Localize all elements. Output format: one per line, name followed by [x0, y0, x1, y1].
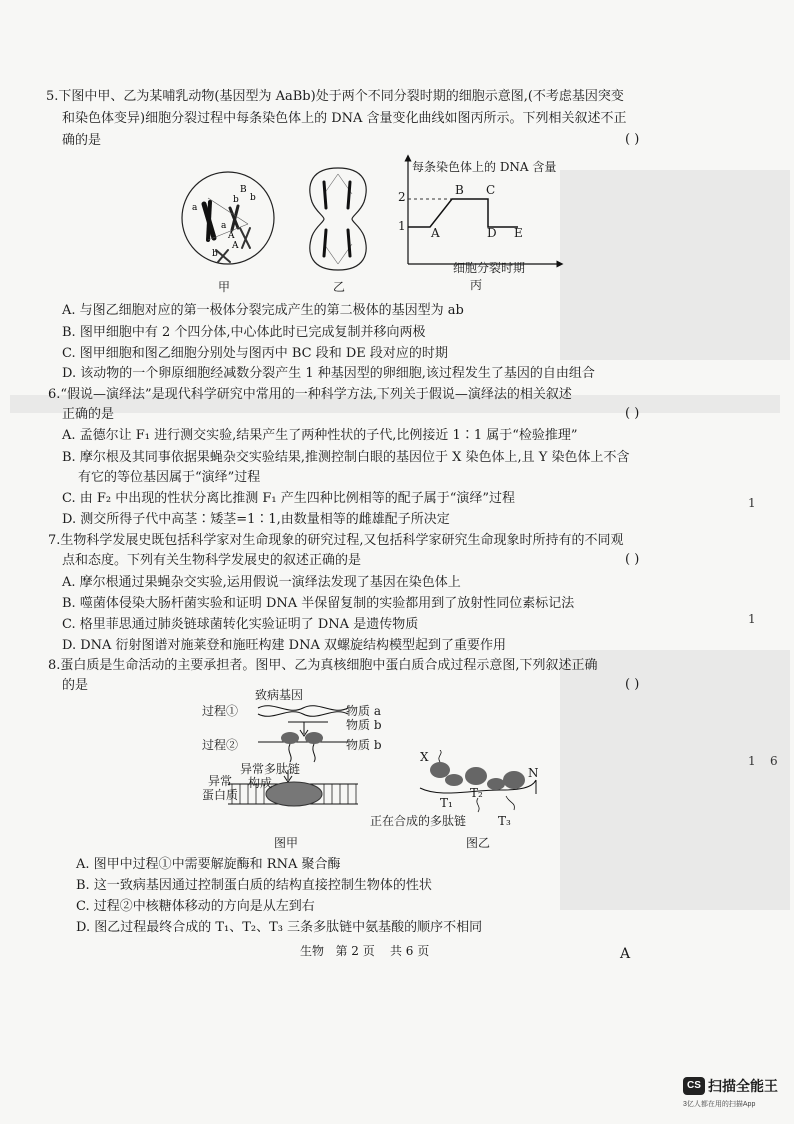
- q8-option-d: D. 图乙过程最终合成的 T₁、T₂、T₃ 三条多肽链中氨基酸的顺序不相同: [76, 920, 483, 935]
- scanner-app-name: 扫描全能王: [708, 1077, 778, 1094]
- q5-option-c: C. 图甲细胞和图乙细胞分别处与图丙中 BC 段和 DE 段对应的时期: [62, 346, 448, 361]
- fig-label-process2: 过程②: [202, 738, 239, 752]
- q5-option-d: D. 该动物的一个卵原细胞经减数分裂产生 1 种基因型的卵细胞,该过程发生了基因的自由组合: [62, 366, 595, 381]
- side-mark: 1: [748, 612, 756, 626]
- chart-ytick-1: 1: [398, 219, 406, 233]
- scanner-logo-icon: CS: [683, 1077, 705, 1095]
- fig-label-substance-b1: 物质 b: [346, 718, 382, 732]
- fig-label-abnormal: 异常: [208, 774, 233, 788]
- chart-xlabel: 细胞分裂时期: [453, 261, 526, 275]
- svg-text:b: b: [233, 195, 239, 205]
- cell-figure-jia: [178, 168, 278, 276]
- q7-answer-paren: ( ): [625, 552, 640, 567]
- page-footer: 生物 第 2 页 共 6 页: [300, 944, 430, 958]
- chart-ytick-2: 2: [398, 190, 406, 204]
- fig-label-substance-b2: 物质 b: [346, 738, 382, 752]
- q8-stem-line2: 的是: [62, 678, 89, 693]
- svg-text:A: A: [232, 241, 239, 251]
- q8-option-b: B. 这一致病基因通过控制蛋白质的结构直接控制生物体的性状: [76, 878, 432, 893]
- q5-option-b: B. 图甲细胞中有 2 个四分体,中心体此时已完成复制并移向两极: [62, 325, 426, 340]
- q6-option-b-line2: 有它的等位基因属于“演绎”过程: [78, 470, 261, 485]
- side-mark: 1: [748, 496, 756, 510]
- q6-stem-line2: 正确的是: [62, 407, 115, 422]
- side-mark: 6: [770, 754, 778, 768]
- svg-text:b: b: [250, 193, 256, 203]
- fig-label-bing: 丙: [470, 278, 483, 292]
- fig-label-gene: 致病基因: [255, 688, 304, 702]
- q8-option-a: A. 图甲中过程①中需要解旋酶和 RNA 聚合酶: [76, 857, 341, 872]
- footer-version-mark: A: [620, 946, 631, 962]
- fig-label-jia: 甲: [218, 280, 231, 294]
- q5-option-a: A. 与图乙细胞对应的第一极体分裂完成产生的第二极体的基因型为 ab: [62, 303, 464, 318]
- q6-answer-paren: ( ): [625, 406, 640, 421]
- chart-point-c: C: [486, 183, 496, 197]
- fig-label-synthesizing-peptide: 正在合成的多肽链: [370, 814, 467, 828]
- fig-label-abnormal-peptide: 异常多肽链: [240, 762, 301, 776]
- q7-option-a: A. 摩尔根通过果蝇杂交实验,运用假说一演绎法发现了基因在染色体上: [62, 575, 461, 590]
- cell-figure-yi: [302, 164, 374, 274]
- fig-label-yi: 乙: [333, 280, 346, 294]
- svg-text:B: B: [240, 185, 247, 195]
- q6-option-c: C. 由 F₂ 中出现的性状分离比推测 F₁ 产生四种比例相等的配子属于“演绎”过程: [62, 491, 516, 506]
- q7-option-d: D. DNA 衍射图谱对施莱登和施旺构建 DNA 双螺旋结构模型起到了重要作用: [62, 638, 506, 653]
- scanner-slogan: 3亿人都在用的扫描App: [683, 1101, 756, 1108]
- q8-answer-paren: ( ): [625, 677, 640, 692]
- q7-stem-line1: 7.生物科学发展史既包括科学家对生命现象的研究过程,又包括科学家研究生命现象时所持有的不同观: [48, 533, 624, 548]
- chart-point-d: D: [487, 226, 497, 240]
- fig-label-abnormal-protein: 蛋白质: [202, 788, 239, 802]
- q6-option-b-line1: B. 摩尔根及其同事依据果蝇杂交实验结果,推测控制白眼的基因位于 X 染色体上,且 Y 染色体上不含: [62, 450, 630, 465]
- chart-point-e: E: [514, 226, 523, 240]
- side-mark: 1: [748, 754, 756, 768]
- q5-stem-line3: 确的是: [62, 133, 102, 148]
- bleed-through-shadow: [560, 170, 790, 360]
- q8-option-c: C. 过程②中核糖体移动的方向是从左到右: [76, 899, 315, 914]
- chart-ylabel: 每条染色体上的 DNA 含量: [412, 160, 557, 174]
- q5-stem-line1: 5.下图中甲、乙为某哺乳动物(基因型为 AaBb)处于两个不同分裂时期的细胞示意图,(不考虑基因突变: [46, 89, 624, 104]
- fig-caption-jia: 图甲: [274, 836, 299, 850]
- q5-answer-paren: ( ): [625, 132, 640, 147]
- svg-text:A: A: [228, 231, 235, 241]
- chart-point-a: A: [431, 226, 440, 240]
- q5-stem-line2: 和染色体变异)细胞分裂过程中每条染色体上的 DNA 含量变化曲线如图丙所示。下列相关叙述不正: [62, 111, 627, 126]
- q8-stem-line1: 8.蛋白质是生命活动的主要承担者。图甲、乙为真核细胞中蛋白质合成过程示意图,下列叙述正确: [48, 658, 598, 673]
- fig-label-t3: T₃: [498, 814, 511, 828]
- bleed-through-shadow: [560, 650, 790, 910]
- fig-label-n: N: [528, 766, 539, 780]
- svg-text:a: a: [221, 221, 227, 231]
- fig-label-t1: T₁: [440, 796, 453, 810]
- scanner-watermark: [683, 1075, 778, 1096]
- fig-label-constitute: 构成: [248, 776, 273, 790]
- fig-label-substance-a: 物质 a: [346, 704, 381, 718]
- q6-option-d: D. 测交所得子代中高茎∶矮茎=1∶1,由数量相等的雌雄配子所决定: [62, 512, 450, 527]
- fig-label-x: X: [420, 750, 429, 764]
- polysome-figure-yi: [410, 750, 550, 820]
- fig-label-t2: T₂: [470, 786, 483, 800]
- q6-stem-line1: 6.“假说—演绎法”是现代科学研究中常用的一种科学方法,下列关于假说—演绎法的相关叙述: [48, 387, 572, 402]
- fig-label-process1: 过程①: [202, 704, 239, 718]
- q7-option-c: C. 格里菲思通过肺炎链球菌转化实验证明了 DNA 是遗传物质: [62, 617, 419, 632]
- svg-text:a: a: [192, 203, 198, 213]
- q6-option-a: A. 孟德尔让 F₁ 进行测交实验,结果产生了两种性状的子代,比例接近 1∶1 属于“检验推理”: [62, 428, 578, 443]
- chart-point-b: B: [455, 183, 464, 197]
- fig-caption-yi: 图乙: [466, 836, 491, 850]
- q7-option-b: B. 噬菌体侵染大肠杆菌实验和证明 DNA 半保留复制的实验都用到了放射性同位素标记法: [62, 596, 575, 611]
- svg-text:b: b: [212, 249, 218, 259]
- q7-stem-line2: 点和态度。下列有关生物科学发展史的叙述正确的是: [62, 553, 362, 568]
